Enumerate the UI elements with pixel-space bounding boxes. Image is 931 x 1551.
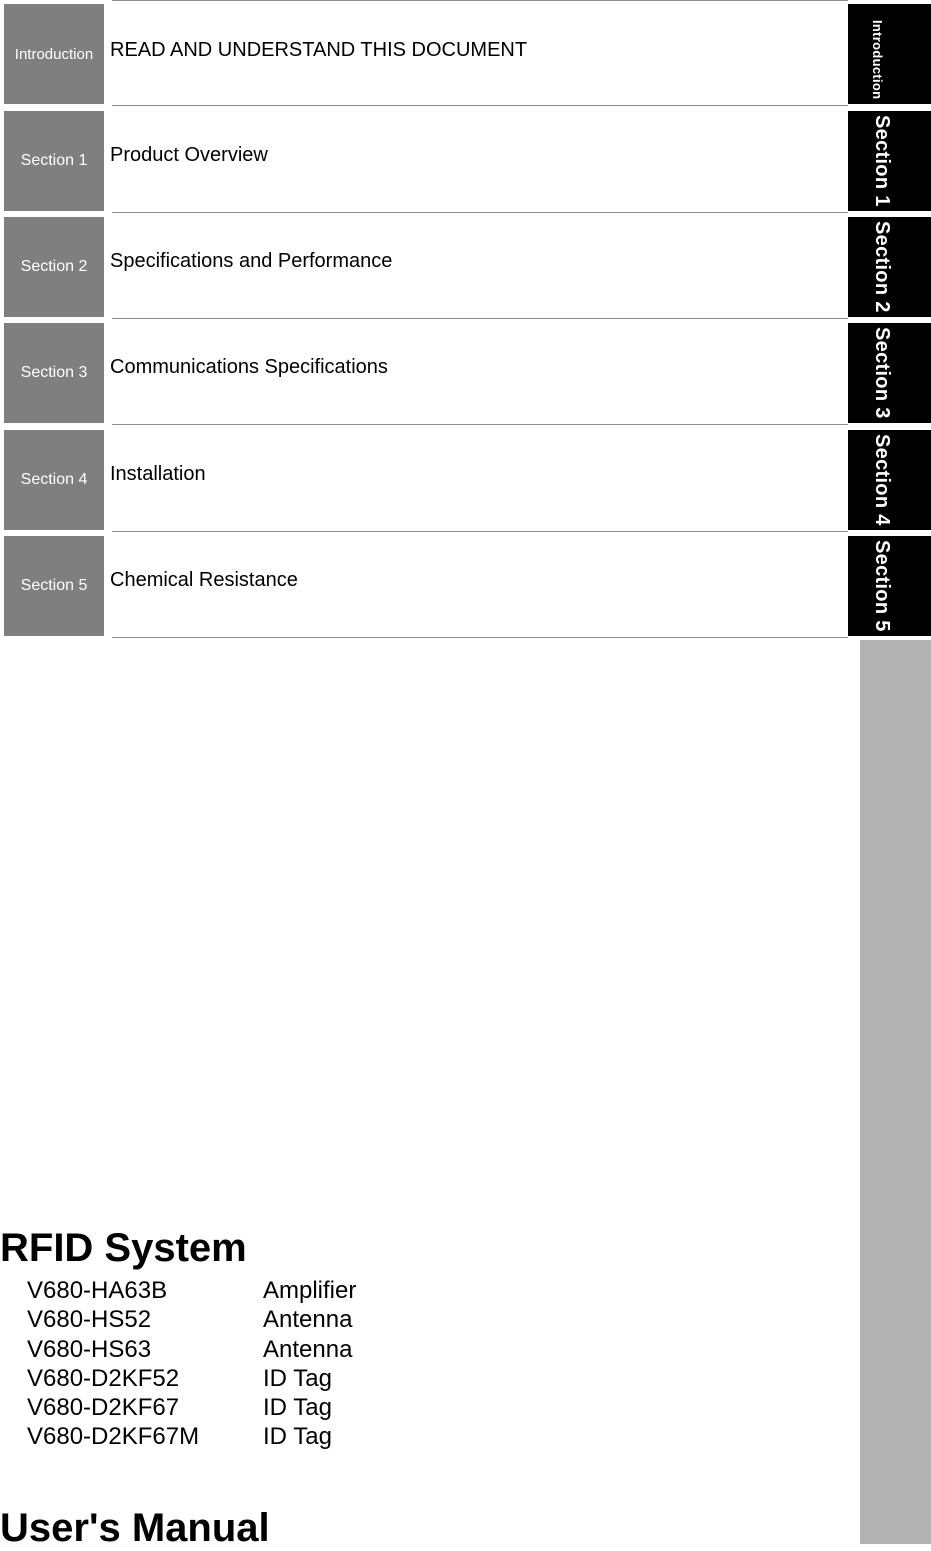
- right-index-tab[interactable]: [848, 111, 931, 211]
- model-row: [27, 1335, 356, 1364]
- row-divider: [112, 0, 848, 1]
- right-index-tab[interactable]: [848, 217, 931, 317]
- model-code: V680-D2KF52: [27, 1364, 180, 1392]
- right-index-tab-label: Section 1: [871, 115, 893, 207]
- toc-row-section-5[interactable]: [0, 532, 931, 638]
- side-gray-bar: [860, 640, 931, 1544]
- toc-row-section-1[interactable]: [0, 107, 931, 213]
- manual-title: User's Manual: [0, 1506, 270, 1550]
- left-section-tab[interactable]: Introduction: [4, 4, 104, 104]
- toc-row-introduction[interactable]: [0, 0, 931, 106]
- toc-entry-title[interactable]: Product Overview: [110, 144, 268, 166]
- toc-row-section-3[interactable]: [0, 319, 931, 425]
- model-type: ID Tag: [263, 1423, 332, 1451]
- model-row: [27, 1364, 356, 1393]
- model-code: V680-D2KF67: [27, 1394, 180, 1422]
- model-type: Amplifier: [263, 1277, 357, 1304]
- toc-entry-title[interactable]: Specifications and Performance: [110, 250, 393, 272]
- right-index-tab[interactable]: [848, 323, 931, 423]
- toc-row-section-2[interactable]: [0, 213, 931, 319]
- model-row: [27, 1305, 356, 1334]
- model-code: V680-HS52: [27, 1306, 152, 1334]
- right-index-tab-label: Section 3: [871, 327, 893, 419]
- left-section-tab[interactable]: Section 2: [4, 217, 104, 317]
- table-of-contents: [0, 0, 931, 640]
- right-index-tab-label: Introduction: [870, 20, 885, 100]
- toc-entry-title[interactable]: Communications Specifications: [110, 356, 388, 378]
- model-row: [27, 1422, 356, 1451]
- right-index-tab[interactable]: [848, 536, 931, 636]
- model-list: [27, 1276, 356, 1452]
- row-divider: [112, 105, 848, 106]
- row-divider: [112, 637, 848, 638]
- toc-entry-title[interactable]: Installation: [110, 463, 206, 485]
- right-index-tab[interactable]: [848, 4, 931, 104]
- product-title: RFID System: [0, 1226, 247, 1270]
- left-section-tab[interactable]: Section 1: [4, 111, 104, 211]
- model-code: V680-D2KF67M: [27, 1423, 200, 1451]
- model-type: ID Tag: [263, 1394, 332, 1422]
- left-section-tab[interactable]: Section 5: [4, 536, 104, 636]
- model-row: [27, 1276, 356, 1305]
- toc-entry-title[interactable]: Chemical Resistance: [110, 569, 298, 591]
- model-type: Antenna: [263, 1306, 353, 1334]
- right-index-tab[interactable]: [848, 430, 931, 530]
- left-section-tab[interactable]: Section 4: [4, 430, 104, 530]
- model-type: Antenna: [263, 1335, 353, 1363]
- left-section-tab[interactable]: Section 3: [4, 323, 104, 423]
- model-row: [27, 1393, 356, 1422]
- right-index-tab-label: Section 5: [871, 540, 893, 632]
- row-divider: [112, 424, 848, 425]
- right-index-tab-label: Section 4: [871, 434, 893, 526]
- model-type: ID Tag: [263, 1364, 332, 1392]
- toc-row-section-4[interactable]: [0, 426, 931, 532]
- right-index-tab-label: Section 2: [871, 221, 893, 313]
- model-code: V680-HS63: [27, 1335, 152, 1363]
- model-code: V680-HA63B: [27, 1277, 168, 1304]
- toc-entry-title[interactable]: READ AND UNDERSTAND THIS DOCUMENT: [110, 39, 528, 61]
